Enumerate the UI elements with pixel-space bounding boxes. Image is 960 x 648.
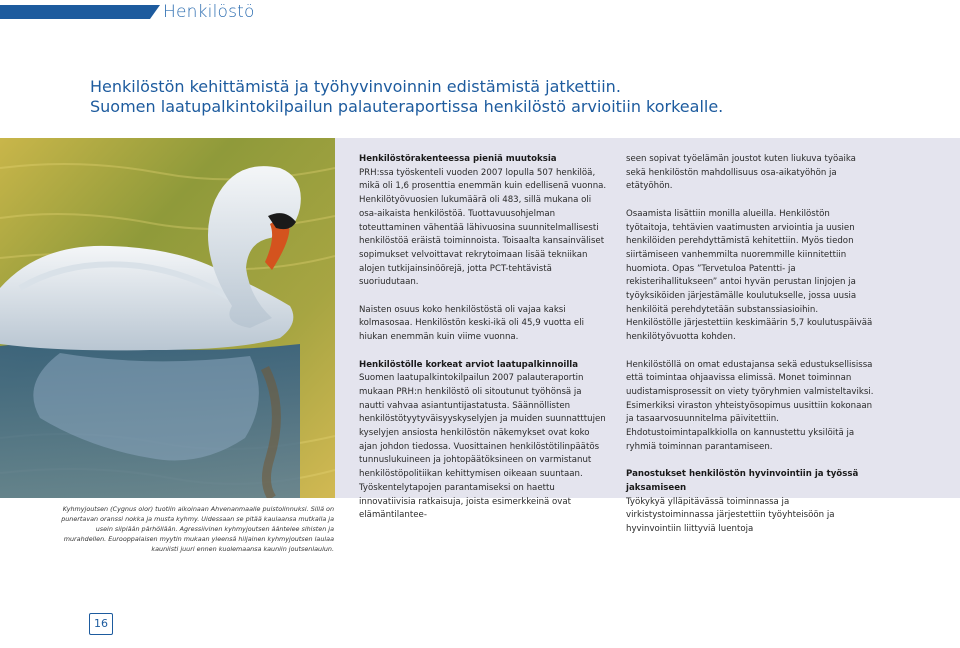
lead-line-2: Suomen laatupalkintokilpailun palauteraportissa henkilöstö arvioitiin korkealle. <box>90 97 724 116</box>
heading-henkilostorakenne: Henkilöstörakenteessa pieniä muutoksia <box>359 154 557 164</box>
lead-paragraph <box>90 77 890 117</box>
section-title: Henkilöstö <box>163 2 255 22</box>
heading-laatupalkinto: Henkilöstölle korkeat arviot laatupalkinnoilla <box>359 359 579 370</box>
paragraph: Osaamista lisättiin monilla alueilla. Henkilöstön työtaitoja, tehtävien vaatimusten arviointia ja uusien henkilöiden perehdyttämistä kehitettiin. Myös tiedon siirtämiseen vanhemmilta nuoremmille kiinnitettiin huomiota. Opas ”Tervetuloa Patentti- ja rekisterihallitukseen” antoi hyvän perustan linjojen ja työyksiköiden järjestämälle koulutukselle, jossa uusia henkilöitä perehdytetään substanssiasioihin. Henkilöstölle järjestettiin keskimäärin 5,7 koulutuspäivää henkilötyövuotta kohden. <box>626 208 873 343</box>
paragraph: PRH:ssa työskenteli vuoden 2007 lopulla 507 henkilöä, mikä oli 1,6 prosenttia enemmän kuin edellisenä vuonna. Henkilötyövuosien lukumäärä oli 483, sillä mukana oli osa-aikaista henkilöstöä. Tuottavuusohjelman toteuttaminen vähentää lähivuosina suunnitelmallisesti henkilöstöä eräistä toiminnoista. Toisaalta kansainväliset sopimukset velvoittavat rekrytoimaan lisää tekniikan alojen tutkijainsinöörejä, jotta PCT-tehtävistä suoriudutaan. <box>359 167 607 288</box>
text-column-1 <box>359 153 607 537</box>
paragraph: seen sopivat työelämän joustot kuten liukuva työaika sekä henkilöstön mahdollisuus osa-aikatyöhön ja etätyöhön. <box>626 154 856 192</box>
photo-caption: Kyhmyjoutsen (Cygnus olor) tuotiin aikoinaan Ahvenanmaalle puistolinnuksi. Sillä on punertavan oranssi nokka ja musta kyhmy. Uidessaan se pitää kaulaansa mutkalla ja usein siipiään pärhöllään. Agressiivinen kyhmyjoutsen ääntelee sihisten ja murahdellen. Eurooppalaisen myytin mukaan yleensä hiljainen kyhmyjoutsen laulaa kauniisti juuri ennen kuolemaansa kauniin joutsenlaulun. <box>61 505 334 554</box>
paragraph: Työkykyä ylläpitävässä toiminnassa ja virkistystoiminnassa järjestettiin työyhteisöön ja hyvinvointiin liittyviä luentoja <box>626 496 835 534</box>
page-number: 16 <box>89 613 113 635</box>
paragraph: Henkilöstöllä on omat edustajansa sekä edustuksellisissa että toimintaa ohjaavissa elimissä. Monet toiminnan uudistamisprosessit on viety työryhmien valmisteltaviksi. Esimerkiksi viraston yhteistyösopimus uusittiin kokonaan ja tasaarvosuunnitelma päivitettiin. Ehdotustoimintapalkkiolla on kannustettu yksilöitä ja ryhmiä toiminnan parantamiseen. <box>626 359 874 452</box>
paragraph: Naisten osuus koko henkilöstöstä oli vajaa kaksi kolmasosaa. Henkilöstön keski-ikä oli 45,9 vuotta eli hiukan enemmän kuin viime vuonna. <box>359 304 584 343</box>
text-column-2 <box>626 153 876 550</box>
swan-illustration <box>0 138 335 498</box>
header-accent-bar <box>0 5 150 19</box>
paragraph: Suomen laatupalkintokilpailun 2007 palauteraportin mukaan PRH:n henkilöstö oli sitoutunut työhönsä ja nautti vahvaa asiantuntijastatusta. Säännöllisten henkilöstötyytyväisyyskyselyjen ja muiden suunnatttujen kyselyjen ansiosta henkilöstön näkemykset ovat koko ajan johdon tiedossa. Vuosittainen henkilöstötilinpäätös tunnuslukuineen ja johtopäätöksineen on varmistanut henkilöstöpolitiikan kehittymisen oikeaan suuntaan. Työskentelytapojen parantamiseksi on haettu innovatiivisia ratkaisuja, joista esimerkkeinä ovat elämäntilantee- <box>359 373 606 521</box>
swan-photo <box>0 138 335 498</box>
lead-line-1: Henkilöstön kehittämistä ja työhyvinvoinnin edistämistä jatkettiin. <box>90 77 621 96</box>
heading-hyvinvointi: Panostukset henkilöstön hyvinvointiin ja työssä jaksamiseen <box>626 469 859 493</box>
